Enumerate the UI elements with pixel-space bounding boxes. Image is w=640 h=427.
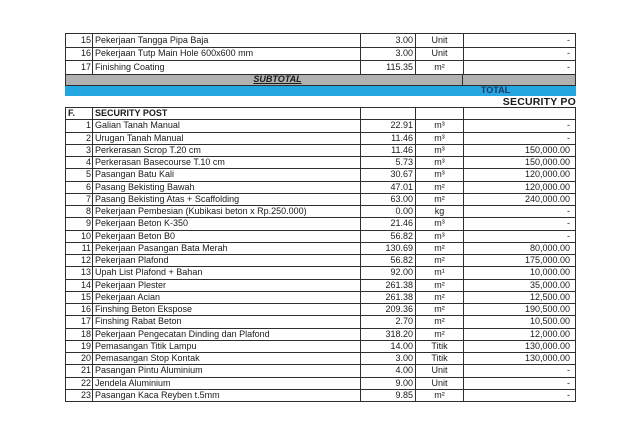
price-cell: 175,000.00 <box>524 255 570 266</box>
table-row <box>66 365 575 377</box>
description-cell: Pemasangan Titik Lampu <box>93 341 361 352</box>
row-number-cell: 4 <box>66 157 93 168</box>
price-cell: 130,000.00 <box>524 353 570 364</box>
subtotal-row <box>65 75 576 86</box>
price-cell: 240,000.00 <box>524 193 570 204</box>
row-number-cell: 23 <box>66 390 93 401</box>
description-cell: Pekerjaan Beton B0 <box>93 231 361 242</box>
description-cell: Pasangan Pintu Aluminium <box>93 365 361 376</box>
price-cell: 80,000.00 <box>529 242 570 253</box>
row-number-cell: 18 <box>66 329 93 340</box>
unit-cell: m³ <box>416 157 464 168</box>
description-cell: Pasang Bekisting Atas + Scaffolding <box>93 194 361 205</box>
quantity-cell: 261.38 <box>361 280 416 291</box>
security-post-table <box>65 107 576 402</box>
unit-cell: Titik <box>416 353 464 364</box>
quantity-cell: 11.46 <box>361 133 416 144</box>
table-row <box>66 329 575 341</box>
description-cell: Pasang Bekisting Bawah <box>93 182 361 193</box>
total-label: TOTAL <box>480 85 511 96</box>
quantity-cell: 0.00 <box>361 206 416 217</box>
row-number-cell: 11 <box>66 243 93 254</box>
row-number-cell: 10 <box>66 231 93 242</box>
section-header-cell: SECURITY POST <box>93 108 361 119</box>
description-cell: Pekerjaan Plester <box>93 280 361 291</box>
description-cell: Pekerjaan Pembesian (Kubikasi beton x Rp.250.000) <box>93 206 361 217</box>
table-row <box>66 255 575 267</box>
quantity-cell: 56.82 <box>361 255 416 266</box>
subtotal-merged-cell <box>66 75 463 85</box>
quantity-cell: 5.73 <box>361 157 416 168</box>
table-row <box>66 390 575 402</box>
unit-cell: m³ <box>416 145 464 156</box>
row-number-cell: 22 <box>66 378 93 389</box>
section-title-row <box>65 96 576 107</box>
quantity-cell: 9.85 <box>361 390 416 401</box>
description-cell: Finshing Rabat Beton <box>93 316 361 327</box>
price-cell: 190,500.00 <box>524 304 570 315</box>
unit-cell: m³ <box>416 133 464 144</box>
unit-cell: Unit <box>416 365 464 376</box>
row-number-cell: 15 <box>66 34 93 47</box>
description-cell: Pasangan Kaca Reyben t.5mm <box>93 390 361 401</box>
description-cell: Pekerjaan Tutp Main Hole 600x600 mm <box>93 48 361 61</box>
description-cell: Finishing Coating <box>93 61 361 74</box>
unit-cell: m² <box>416 292 464 303</box>
price-cell: 10,500.00 <box>529 316 570 327</box>
row-number-cell: 7 <box>66 194 93 205</box>
table-row <box>66 304 575 316</box>
row-number-cell: 3 <box>66 145 93 156</box>
table-row <box>66 182 575 194</box>
quantity-cell: 56.82 <box>361 231 416 242</box>
table-row <box>66 353 575 365</box>
description-cell: Pekerjaan Acian <box>93 292 361 303</box>
quantity-cell: 9.00 <box>361 378 416 389</box>
price-cell: 120,000.00 <box>524 169 570 180</box>
unit-cell: m³ <box>416 231 464 242</box>
description-cell: Pemasangan Stop Kontak <box>93 353 361 364</box>
price-cell: - <box>567 230 570 241</box>
table-row <box>66 243 575 255</box>
unit-cell <box>416 108 464 119</box>
quantity-cell: 4.00 <box>361 365 416 376</box>
description-cell: Jendela Aluminium <box>93 378 361 389</box>
unit-cell: m³ <box>416 169 464 180</box>
quantity-cell: 14.00 <box>361 341 416 352</box>
unit-cell: m² <box>416 182 464 193</box>
quantity-cell: 22.91 <box>361 120 416 131</box>
quantity-cell: 63.00 <box>361 194 416 205</box>
section-title: SECURITY PO <box>502 96 576 108</box>
price-cell: - <box>567 218 570 229</box>
table-row <box>66 145 575 157</box>
row-number-cell: 16 <box>66 304 93 315</box>
table-row <box>66 194 575 206</box>
unit-cell: m² <box>416 329 464 340</box>
table-row <box>66 157 575 169</box>
unit-cell: m² <box>416 304 464 315</box>
table-row <box>66 218 575 230</box>
unit-cell: m¹ <box>416 267 464 278</box>
description-cell: Pasangan Batu Kali <box>93 169 361 180</box>
price-cell: - <box>567 61 570 72</box>
row-number-cell: 1 <box>66 120 93 131</box>
subtotal-price-cell <box>463 75 575 85</box>
price-cell: 130,000.00 <box>524 340 570 351</box>
quantity-cell: 11.46 <box>361 145 416 156</box>
unit-cell: Unit <box>416 34 464 47</box>
table-row <box>66 316 575 328</box>
price-cell: - <box>567 389 570 400</box>
price-cell: - <box>567 377 570 388</box>
price-cell: 120,000.00 <box>524 181 570 192</box>
row-number-cell: 2 <box>66 133 93 144</box>
row-number-cell: 6 <box>66 182 93 193</box>
security-post-rows <box>66 120 575 402</box>
table-row <box>66 206 575 218</box>
row-number-cell: 17 <box>66 61 93 74</box>
unit-cell: kg <box>416 206 464 217</box>
row-number-cell: 13 <box>66 267 93 278</box>
quantity-cell: 3.00 <box>361 34 416 47</box>
table-row <box>66 48 575 62</box>
price-cell: 12,000.00 <box>529 328 570 339</box>
quantity-cell <box>361 108 416 119</box>
description-cell: Upah List Plafond + Bahan <box>93 267 361 278</box>
quantity-cell: 47.01 <box>361 182 416 193</box>
row-number-cell: 14 <box>66 280 93 291</box>
table-row <box>66 120 575 132</box>
unit-cell: m² <box>416 243 464 254</box>
unit-cell: m² <box>416 61 464 74</box>
description-cell: Pekerjaan Pengecatan Dinding dan Plafond <box>93 329 361 340</box>
price-cell: 150,000.00 <box>524 157 570 168</box>
quantity-cell: 115.35 <box>361 61 416 74</box>
row-number-cell: 20 <box>66 353 93 364</box>
row-number-cell: 16 <box>66 48 93 61</box>
subtotal-label: SUBTOTAL <box>253 74 302 84</box>
quantity-cell: 209.36 <box>361 304 416 315</box>
price-cell: - <box>567 365 570 376</box>
price-cell: 10,000.00 <box>529 267 570 278</box>
description-cell: Perkerasan Basecourse T.10 cm <box>93 157 361 168</box>
description-cell: Pekerjaan Tangga Pipa Baja <box>93 34 361 47</box>
section-code-cell: F. <box>66 108 93 119</box>
quantity-cell: 3.00 <box>361 353 416 364</box>
description-cell: Pekerjaan Plafond <box>93 255 361 266</box>
quantity-cell: 318.20 <box>361 329 416 340</box>
table-row <box>66 378 575 390</box>
table-row <box>66 231 575 243</box>
quantity-cell: 92.00 <box>361 267 416 278</box>
table-row <box>66 61 575 75</box>
description-cell: Perkerasan Scrop T.20 cm <box>93 145 361 156</box>
table-row <box>66 169 575 181</box>
unit-cell: Unit <box>416 48 464 61</box>
table-row <box>66 267 575 279</box>
row-number-cell: 19 <box>66 341 93 352</box>
previous-section-rows <box>65 33 576 75</box>
price-cell <box>464 108 575 119</box>
worksheet-print-area <box>65 33 576 402</box>
price-cell: - <box>567 206 570 217</box>
quantity-cell: 130.69 <box>361 243 416 254</box>
unit-cell: m³ <box>416 120 464 131</box>
table-row <box>66 280 575 292</box>
price-cell: 150,000.00 <box>524 144 570 155</box>
unit-cell: m² <box>416 316 464 327</box>
total-row <box>65 86 576 97</box>
row-number-cell: 9 <box>66 218 93 229</box>
unit-cell: Unit <box>416 378 464 389</box>
unit-cell: Titik <box>416 341 464 352</box>
unit-cell: m² <box>416 390 464 401</box>
description-cell: Pekerjaan Pasangan Bata Merah <box>93 243 361 254</box>
price-cell: - <box>567 132 570 143</box>
row-number-cell: 12 <box>66 255 93 266</box>
unit-cell: m² <box>416 280 464 291</box>
row-number-cell: 5 <box>66 169 93 180</box>
price-cell: - <box>567 120 570 131</box>
unit-cell: m² <box>416 255 464 266</box>
description-cell: Finshing Beton Ekspose <box>93 304 361 315</box>
unit-cell: m² <box>416 194 464 205</box>
price-cell: 12,500.00 <box>529 291 570 302</box>
table-row <box>66 292 575 304</box>
quantity-cell: 3.00 <box>361 48 416 61</box>
description-cell: Urugan Tanah Manual <box>93 133 361 144</box>
price-cell: 35,000.00 <box>529 279 570 290</box>
row-number-cell: 21 <box>66 365 93 376</box>
row-number-cell: 8 <box>66 206 93 217</box>
table-row <box>66 34 575 48</box>
quantity-cell: 2.70 <box>361 316 416 327</box>
quantity-cell: 21.46 <box>361 218 416 229</box>
price-cell: - <box>567 34 570 45</box>
section-header-row <box>66 108 575 120</box>
unit-cell: m³ <box>416 218 464 229</box>
row-number-cell: 15 <box>66 292 93 303</box>
row-number-cell: 17 <box>66 316 93 327</box>
table-row <box>66 341 575 353</box>
description-cell: Galian Tanah Manual <box>93 120 361 131</box>
quantity-cell: 261.38 <box>361 292 416 303</box>
table-row <box>66 133 575 145</box>
price-cell: - <box>567 48 570 59</box>
description-cell: Pekerjaan Beton K-350 <box>93 218 361 229</box>
quantity-cell: 30.67 <box>361 169 416 180</box>
